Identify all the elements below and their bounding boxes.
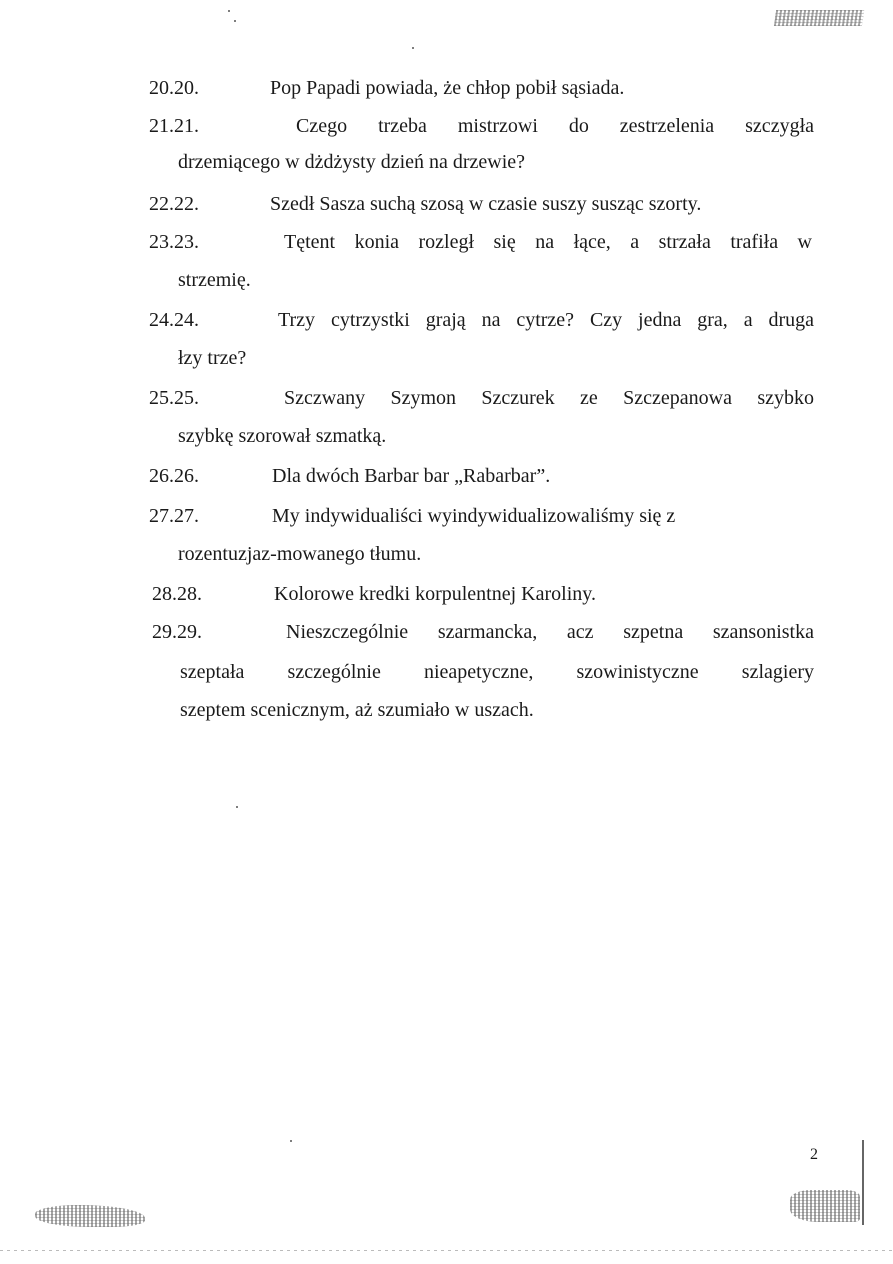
- item-number: 26.26.: [149, 465, 199, 487]
- scan-bottom-rule: [0, 1250, 893, 1251]
- item-text-line: drzemiącego w dżdżysty dzień na drzewie?: [178, 151, 526, 173]
- item-number: 20.20.: [149, 77, 199, 99]
- page-number: 2: [810, 1146, 818, 1163]
- item-text-line: Pop Papadi powiada, że chłop pobił sąsiada.: [270, 77, 625, 99]
- item-number: 29.29.: [152, 621, 202, 643]
- item-text-line: szybkę szorował szmatką.: [178, 425, 387, 447]
- item-text-line: Czego trzeba mistrzowi do zestrzelenia szczygła: [296, 115, 814, 137]
- item-text-line: Dla dwóch Barbar bar „Rabarbar”.: [272, 465, 551, 487]
- item-text-line: łzy trze?: [178, 347, 247, 369]
- scan-artifact-bottom-right: [790, 1190, 860, 1222]
- scan-speck: [234, 20, 236, 22]
- item-text-line: Szczwany Szymon Szczurek ze Szczepanowa szybko: [284, 387, 814, 409]
- scan-speck: [412, 47, 414, 49]
- item-text-line: szeptem scenicznym, aż szumiało w uszach.: [180, 699, 534, 721]
- scan-artifact-top-right: [774, 10, 864, 26]
- item-number: 22.22.: [149, 193, 199, 215]
- item-text-line: rozentuzjaz-mowanego tłumu.: [178, 543, 422, 565]
- item-number: 28.28.: [152, 583, 202, 605]
- scan-speck: [290, 1140, 292, 1142]
- item-number: 21.21.: [149, 115, 199, 137]
- item-number: 27.27.: [149, 505, 199, 527]
- item-text-line: Szedł Sasza suchą szosą w czasie suszy susząc szorty.: [270, 193, 702, 215]
- item-text-line: Tętent konia rozległ się na łące, a strzała trafiła w: [284, 231, 812, 253]
- item-text-line: Kolorowe kredki korpulentnej Karoliny.: [274, 583, 596, 605]
- item-number: 25.25.: [149, 387, 199, 409]
- item-text-line: Nieszczególnie szarmancka, acz szpetna szansonistka: [286, 621, 814, 643]
- item-text-line: Trzy cytrzystki grają na cytrze? Czy jedna gra, a druga: [278, 309, 814, 331]
- scan-artifact-bottom-left: [35, 1205, 145, 1227]
- item-text-line: strzemię.: [178, 269, 251, 291]
- item-text-line: szeptała szczególnie nieapetyczne, szowinistyczne szlagiery: [180, 661, 814, 683]
- scan-speck: [236, 806, 238, 808]
- scan-speck: [228, 10, 230, 12]
- item-number: 23.23.: [149, 231, 199, 253]
- item-text-line: My indywidualiści wyindywidualizowaliśmy się z: [272, 505, 676, 527]
- item-number: 24.24.: [149, 309, 199, 331]
- scan-edge-line-right: [862, 1140, 864, 1225]
